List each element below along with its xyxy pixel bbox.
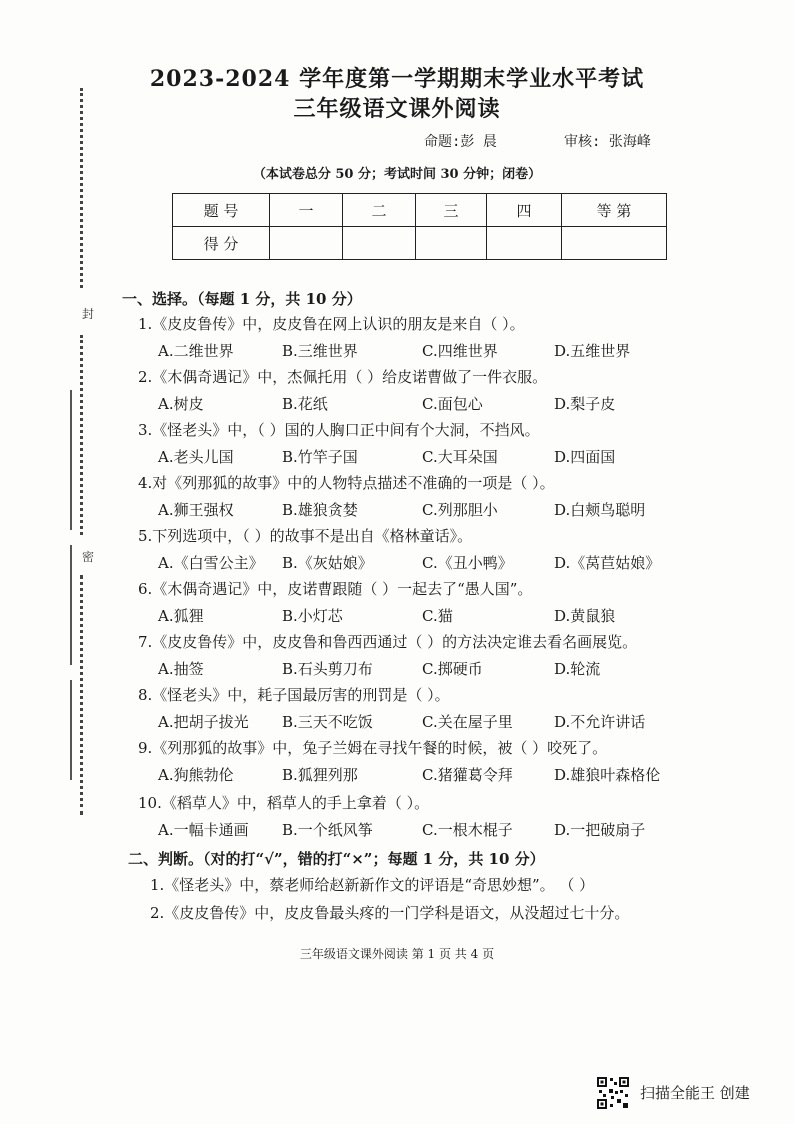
q7-option-c: C.掷硬币 bbox=[422, 660, 483, 678]
q10-option-a: A.一幅卡通画 bbox=[158, 821, 249, 839]
section-1-title: 一、选择。（每题 1 分，共 10 分） bbox=[122, 290, 362, 308]
q5-option-b: B.《灰姑娘》 bbox=[282, 554, 373, 572]
score-cell-grade[interactable] bbox=[562, 227, 667, 260]
question-5: 5.下列选项中，（ ）的故事不是出自《格林童话》。 bbox=[138, 527, 473, 545]
q3-option-c: C.大耳朵国 bbox=[422, 448, 498, 466]
q9-option-b: B.狐狸列那 bbox=[282, 766, 358, 784]
judgement-item-1: 1.《怪老头》中，蔡老师给赵新新作文的评语是“奇思妙想”。 （ ） bbox=[150, 876, 595, 894]
question-4: 4.对《列那狐的故事》中的人物特点描述不准确的一项是（ ）。 bbox=[138, 474, 555, 492]
q5-option-a: A.《白雪公主》 bbox=[158, 554, 264, 572]
q2-option-a: A.树皮 bbox=[158, 395, 204, 413]
header-cell-number: 题 号 bbox=[173, 194, 270, 227]
q7-option-b: B.石头剪刀布 bbox=[282, 660, 373, 678]
score-cell-4[interactable] bbox=[487, 227, 562, 260]
q4-option-c: C.列那胆小 bbox=[422, 501, 498, 519]
q8-option-c: C.关在屋子里 bbox=[422, 713, 513, 731]
q2-option-c: C.面包心 bbox=[422, 395, 483, 413]
header-cell-4: 四 bbox=[487, 194, 562, 227]
exam-note: （本试卷总分 50 分；考试时间 30 分钟；闭卷） bbox=[252, 167, 542, 182]
question-1: 1.《皮皮鲁传》中，皮皮鲁在网上认识的朋友是来自（ ）。 bbox=[138, 315, 525, 333]
binding-dotted-line bbox=[80, 335, 89, 535]
score-cell-1[interactable] bbox=[270, 227, 343, 260]
question-6: 6.《木偶奇遇记》中，皮诺曹跟随（ ）一起去了“愚人国”。 bbox=[138, 580, 533, 598]
page-footer: 三年级语文课外阅读 第 1 页 共 4 页 bbox=[299, 947, 495, 961]
q3-option-a: A.老头儿国 bbox=[158, 448, 234, 466]
q9-option-a: A.狗熊勃伦 bbox=[158, 766, 234, 784]
q1-option-a: A.二维世界 bbox=[158, 342, 234, 360]
q7-option-d: D.轮流 bbox=[554, 660, 601, 678]
q9-option-d: D.雄狼叶森格伦 bbox=[554, 766, 661, 784]
question-8: 8.《怪老头》中，耗子国最厉害的刑罚是（ ）。 bbox=[138, 686, 450, 704]
judgement-item-2: 2.《皮皮鲁传》中，皮皮鲁最头疼的一门学科是语文，从没超过七十分。 bbox=[150, 904, 630, 922]
q3-option-d: D.四面国 bbox=[554, 448, 616, 466]
q6-option-b: B.小灯芯 bbox=[282, 607, 343, 625]
scanner-brand-watermark: 扫描全能王 创建 bbox=[640, 1084, 750, 1102]
question-9: 9.《列那狐的故事》中，兔子兰姆在寻找午餐的时候，被（ ）咬死了。 bbox=[138, 739, 608, 757]
header-cell-1: 一 bbox=[270, 194, 343, 227]
q6-option-d: D.黄鼠狼 bbox=[554, 607, 616, 625]
q2-option-d: D.梨子皮 bbox=[554, 395, 616, 413]
q6-option-c: C.猫 bbox=[422, 607, 453, 625]
q4-option-b: B.雄狼贪婪 bbox=[282, 501, 358, 519]
score-table-score-row bbox=[173, 227, 667, 260]
q2-option-b: B.花纸 bbox=[282, 395, 328, 413]
q1-option-b: B.三维世界 bbox=[282, 342, 358, 360]
exam-subtitle: 三年级语文课外阅读 bbox=[293, 96, 501, 122]
header-cell-3: 三 bbox=[416, 194, 487, 227]
header-cell-2: 二 bbox=[343, 194, 416, 227]
q10-option-b: B.一个纸风筝 bbox=[282, 821, 373, 839]
header-cell-grade: 等 第 bbox=[562, 194, 667, 227]
q8-option-a: A.把胡子拔光 bbox=[158, 713, 249, 731]
exam-title: 2023-2024 学年度第一学期期末学业水平考试 bbox=[149, 66, 645, 92]
score-cell-2[interactable] bbox=[343, 227, 416, 260]
q5-option-c: C.《丑小鸭》 bbox=[422, 554, 513, 572]
score-row-label: 得 分 bbox=[173, 227, 270, 260]
score-cell-3[interactable] bbox=[416, 227, 487, 260]
seal-mark: 封 bbox=[82, 307, 95, 321]
q1-option-d: D.五维世界 bbox=[554, 342, 631, 360]
q6-option-a: A.狐狸 bbox=[158, 607, 204, 625]
q4-option-a: A.狮王强权 bbox=[158, 501, 234, 519]
score-table-header-row bbox=[173, 194, 667, 227]
q5-option-d: D.《莴苣姑娘》 bbox=[554, 554, 661, 572]
student-info-line bbox=[70, 680, 72, 780]
q3-option-b: B.竹竿子国 bbox=[282, 448, 358, 466]
score-table bbox=[172, 193, 667, 260]
q8-option-b: B.三天不吃饭 bbox=[282, 713, 373, 731]
author-line: 命题:彭 晨 bbox=[424, 134, 497, 150]
q9-option-c: C.猪獾葛令拜 bbox=[422, 766, 513, 784]
binding-dotted-line bbox=[80, 575, 89, 815]
q1-option-c: C.四维世界 bbox=[422, 342, 498, 360]
student-info-line bbox=[70, 390, 72, 530]
question-7: 7.《皮皮鲁传》中，皮皮鲁和鲁西西通过（ ）的方法决定谁去看名画展览。 bbox=[138, 633, 638, 651]
student-info-line bbox=[70, 545, 72, 665]
q7-option-a: A.抽签 bbox=[158, 660, 204, 678]
section-2-title: 二、判断。（对的打“√”，错的打“×”；每题 1 分，共 10 分） bbox=[128, 850, 545, 868]
dense-mark: 密 bbox=[82, 550, 95, 564]
qr-code-icon bbox=[596, 1076, 630, 1110]
question-2: 2.《木偶奇遇记》中，杰佩托用（ ）给皮诺曹做了一件衣服。 bbox=[138, 368, 548, 386]
q8-option-d: D.不允许讲话 bbox=[554, 713, 646, 731]
question-3: 3.《怪老头》中，（ ）国的人胸口正中间有个大洞，不挡风。 bbox=[138, 421, 540, 439]
question-10: 10.《稻草人》中，稻草人的手上拿着（ ）。 bbox=[138, 794, 430, 812]
q10-option-d: D.一把破扇子 bbox=[554, 821, 646, 839]
reviewer-line: 审核: 张海峰 bbox=[564, 134, 651, 150]
q4-option-d: D.白颊鸟聪明 bbox=[554, 501, 646, 519]
q10-option-c: C.一根木棍子 bbox=[422, 821, 513, 839]
